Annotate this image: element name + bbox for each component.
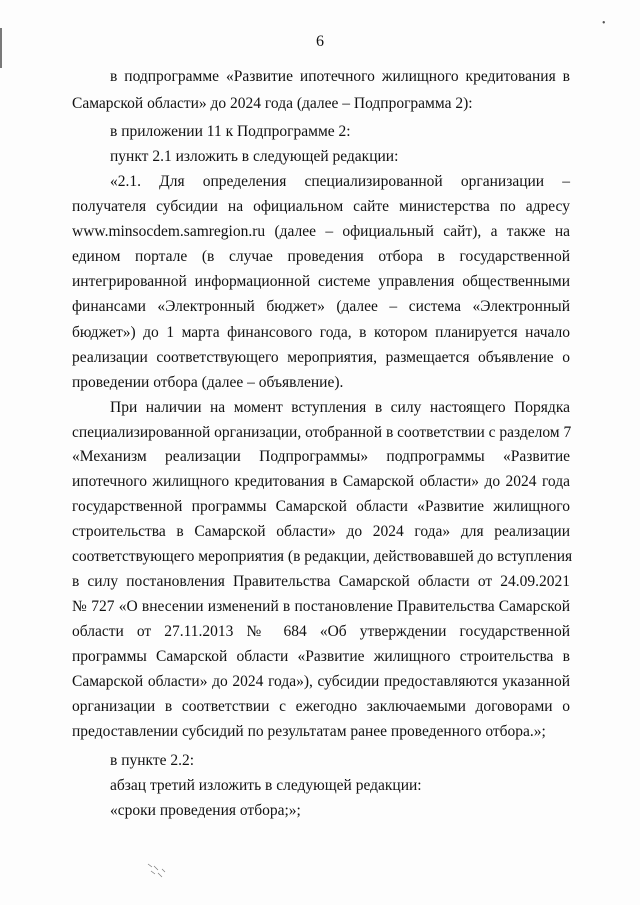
- scan-corner-mark: •: [602, 18, 606, 29]
- text-line: области от 27.11.2013 № 684 «Об утверждении государственной: [72, 623, 570, 640]
- text-line: соответствующего мероприятия (в редакции, действовавшей до вступления: [72, 548, 573, 565]
- text-line: При наличии на момент вступления в силу настоящего Порядка: [110, 399, 570, 416]
- text-line: интегрированной информационной системе управления общественными: [72, 273, 570, 290]
- text-line: Самарской области» до 2024 года»), субсидии предоставляются указанной: [72, 673, 570, 690]
- page-number: 6: [316, 33, 324, 50]
- text-line: в приложении 11 к Подпрограмме 2:: [110, 123, 351, 140]
- text-line: бюджет») до 1 марта финансового года, в котором планируется начало: [72, 324, 570, 341]
- text-line: организации в соответствии с ежегодно заключаемыми договорами о: [72, 698, 570, 715]
- text-line: в подпрограмме «Развитие ипотечного жилищного кредитования в: [110, 68, 570, 85]
- text-line: программы Самарской области «Развитие жилищного строительства в: [72, 648, 570, 665]
- text-line: получателя субсидии на официальном сайте министерства по адресу: [72, 198, 570, 215]
- text-line: проведении отбора (далее – объявление).: [72, 374, 344, 391]
- text-line: едином портале (в случае проведения отбора в государственной: [72, 248, 570, 265]
- text-line: www.minsocdem.samregion.ru (далее – официальный сайт), а также на: [72, 223, 570, 240]
- text-line: Самарской области» до 2024 года (далее – Подпрограмма 2):: [72, 95, 473, 112]
- text-line: № 727 «О внесении изменений в постановление Правительства Самарской: [72, 598, 570, 615]
- text-line: ипотечного жилищного кредитования в Самарской области» до 2024 года: [72, 473, 570, 490]
- text-line: строительства в Самарской области» до 2024 года» для реализации: [72, 523, 570, 540]
- text-line: в пункте 2.2:: [110, 752, 195, 769]
- text-line: «2.1. Для определения специализированной организации –: [110, 173, 570, 190]
- text-line: «Механизм реализации Подпрограммы» подпрограммы «Развитие: [72, 448, 570, 465]
- text-line: абзац третий изложить в следующей редакции:: [110, 777, 422, 794]
- text-line: в силу постановления Правительства Самарской области от 24.09.2021: [72, 573, 570, 590]
- text-line: финансами «Электронный бюджет» (далее – система «Электронный: [72, 298, 570, 315]
- text-line: реализации соответствующего мероприятия, размещается объявление о: [72, 349, 570, 366]
- text-line: государственной программы Самарской области «Развитие жилищного: [72, 498, 570, 515]
- text-line: «сроки проведения отбора;»;: [110, 802, 301, 819]
- text-line: специализированной организации, отобранной в соответствии с разделом 7: [72, 424, 572, 441]
- text-line: предоставлении субсидий по результатам ранее проведенного отбора.»;: [72, 723, 546, 740]
- scan-artifact-mark: [146, 862, 176, 882]
- text-line: пункт 2.1 изложить в следующей редакции:: [110, 148, 399, 165]
